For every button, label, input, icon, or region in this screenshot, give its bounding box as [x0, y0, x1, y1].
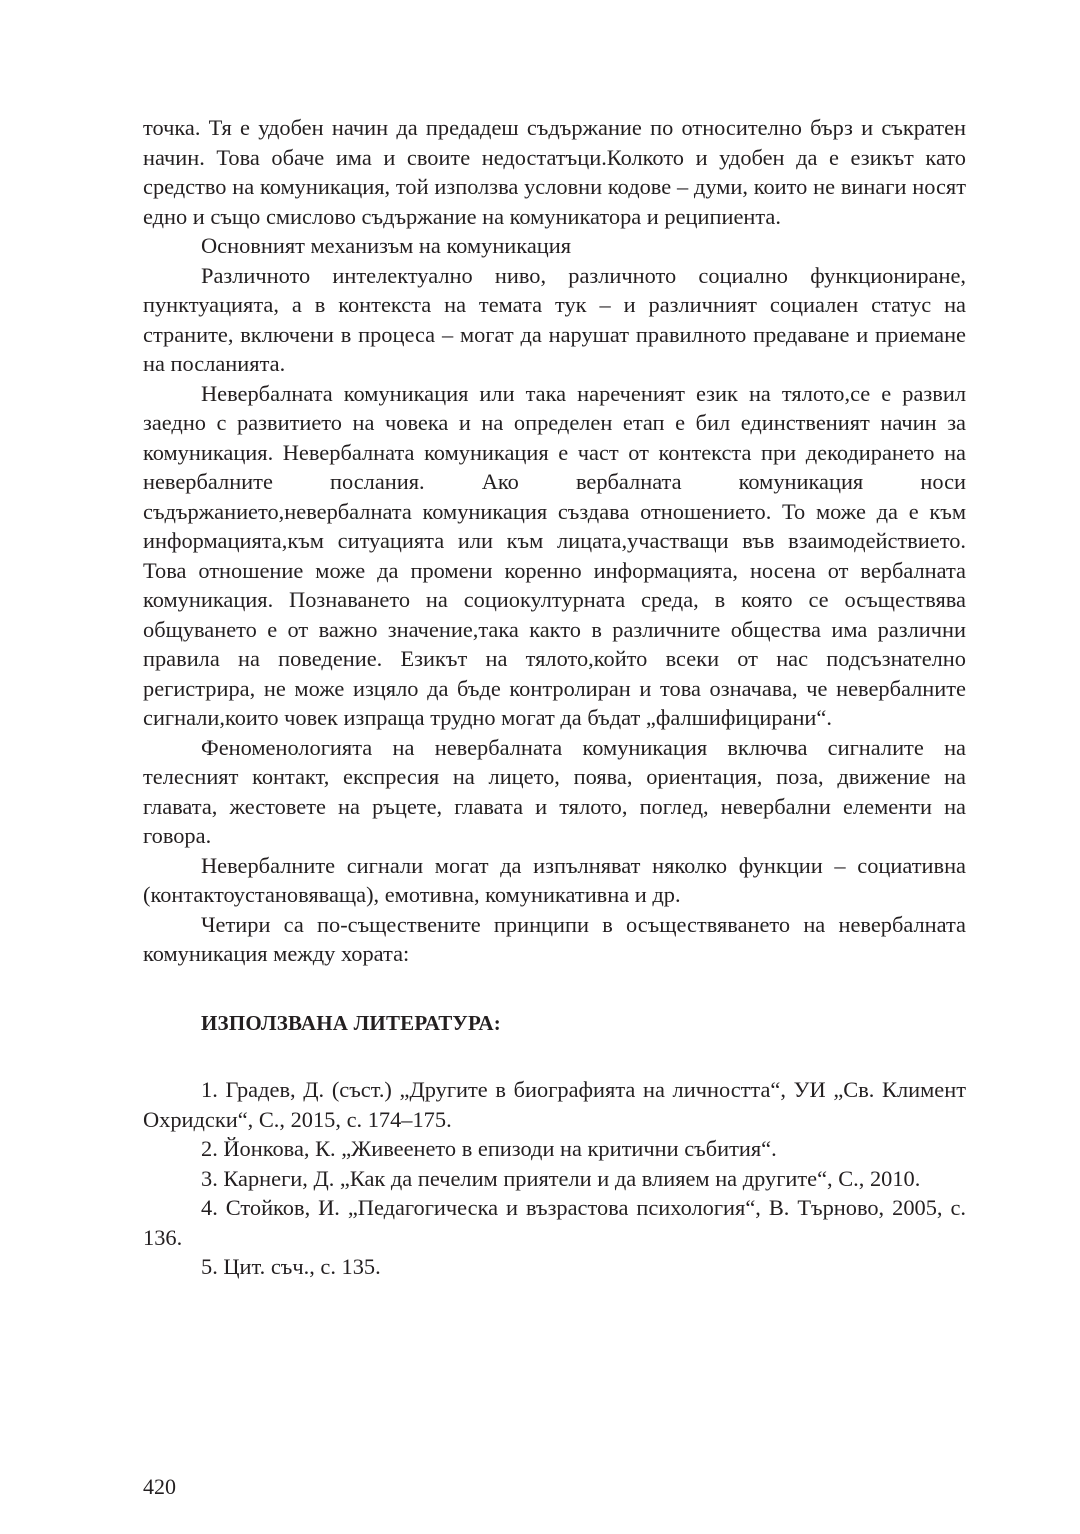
body-paragraph: Невербалните сигнали могат да изпълняват няколко функции – социативна (контактоустановяваща), емотивна, комуникативна и др.: [143, 852, 966, 907]
body-paragraph: Четири са по-съществените принципи в осъществяването на невербалната комуникация между хората:: [143, 911, 966, 966]
reference-item: 2. Йонкова, К. „Живеенето в епизоди на критични събития“.: [201, 1136, 777, 1161]
page-content: [143, 113, 966, 1282]
body-paragraph: Основният механизъм на комуникация: [201, 233, 572, 258]
body-paragraph: Различното интелектуално ниво, различното социално функциониране, пунктуацията, а в контекста на темата тук – и различният социален статус на страните, включени в процеса – могат да нарушат правилното предаване и приемане на посланията.: [143, 262, 966, 376]
body-paragraph: Феноменологията на невербалната комуникация включва сигналите на телесният контакт, експресия на лицето, поява, ориентация, поза, движение на главата, жестовете на ръцете, главата и тялото, поглед, невербални елементи на говора.: [143, 734, 966, 848]
body-paragraph: точка. Тя е удобен начин да предадеш съдържание по относително бърз и съкратен начин. Това обаче има и своите недостатъци.Колкото и удобен да е езикът като средство на комуникация, той използва условни кодове – думи, които не винаги носят едно и също смислово съдържание на комуникатора и реципиента.: [143, 115, 966, 229]
body-paragraph: Невербалната комуникация или така нареченият език на тялото,се е развил заедно с развитието на човека и на определен етап е бил единственият начин за комуникация. Невербалната комуникация е част от контекста при декодирането на невербалните послания. Ако вербалната комуникация носи съдържанието,невербалната комуникация създава отношението. То може да е към информацията,към ситуацията или към лицата,участващи във взаимодействието. Това отношение може да промени коренно информацията, носена от вербалната комуникация. Познаването на социокултурната среда, в която се осъществява общуването е от важно значение,така както в различните общества има различни правила на поведение. Езикът на тялото,който всеки от нас подсъзнателно регистрира, не може изцяло да бъде контролиран и това означава, че невербалните сигнали,които човек изпраща трудно могат да бъдат „фалшифицирани“.: [143, 380, 966, 730]
references-list: [143, 1075, 966, 1282]
reference-item: 1. Градев, Д. (съст.) „Другите в биографията на личността“, УИ „Св. Климент Охридски“, С., 2015, с. 174–175.: [143, 1077, 966, 1132]
page-number: 420: [143, 1474, 176, 1499]
reference-item: 3. Карнеги, Д. „Как да печелим приятели и да влияем на другите“, С., 2010.: [201, 1165, 921, 1191]
reference-item: 4. Стойков, И. „Педагогическа и възрастова психология“, В. Търново, 2005, с. 136.: [143, 1195, 966, 1250]
references-heading: ИЗПОЛЗВАНА ЛИТЕРАТУРА:: [201, 1010, 501, 1035]
reference-item: 5. Цит. съч., с. 135.: [201, 1254, 381, 1279]
